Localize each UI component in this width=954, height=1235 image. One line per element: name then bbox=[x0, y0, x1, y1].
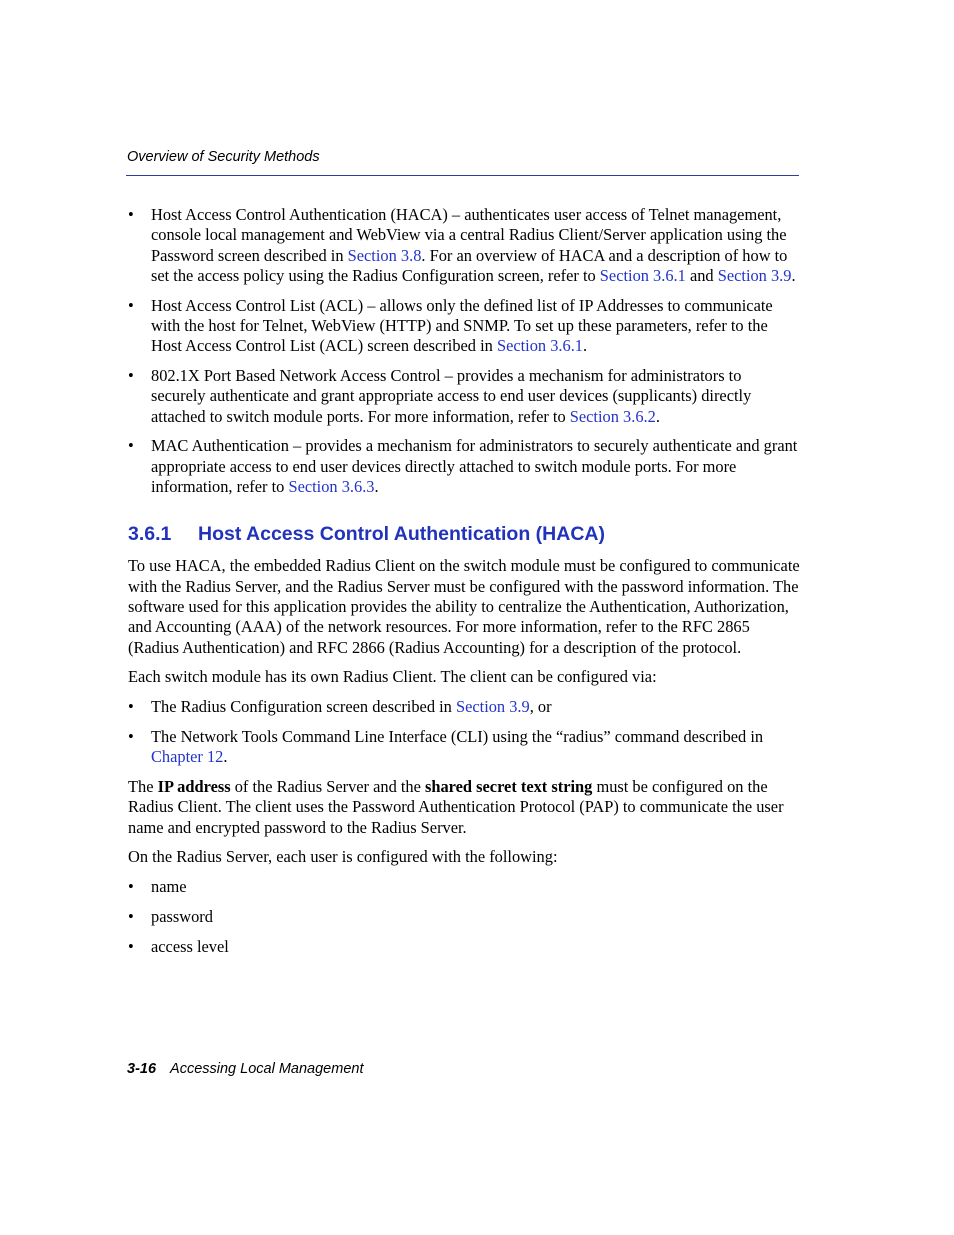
paragraph-user-config: On the Radius Server, each user is configured with the following: bbox=[128, 847, 558, 867]
link-chapter-12[interactable]: Chapter 12 bbox=[151, 747, 224, 767]
link-section-3-6-1[interactable]: Section 3.6.1 bbox=[599, 265, 686, 285]
paragraph-intro: To use HACA, the embedded Radius Client on the switch module must be configured to communicate with the Radius Server, and the Radius Server must be configured with the password information. The software used for this application provides the ability to centralize the Authentication, Authorization, and Accounting (AAA) of the network resources. For more information, refer to the RFC 2865 (Radius Authentication) and RFC 2866 (Radius Accounting) for a description of the protocol. bbox=[128, 556, 800, 657]
page-number: 3-16 bbox=[127, 1061, 157, 1077]
list-item: • 802.1X Port Based Network Access Control – provides a mechanism for administrators to securely authenticate and grant appropriate access to end user devices (supplicants) directly attached to switch module ports. For more information, refer to Section 3.6.2. bbox=[128, 366, 752, 426]
bullet-glyph: • bbox=[128, 877, 134, 897]
paragraph-ip-secret: The IP address of the Radius Server and the shared secret text string must be configured on the Radius Client. The client uses the Password Authentication Protocol (PAP) to communicate the user name and encrypted password to the Radius Server. bbox=[128, 777, 784, 837]
bullet-glyph: • bbox=[128, 697, 134, 717]
config-methods-list bbox=[128, 697, 800, 767]
bullet-glyph: • bbox=[128, 907, 134, 927]
list-item: • password bbox=[128, 907, 213, 927]
list-item: • Host Access Control Authentication (HACA) – authenticates user access of Telnet management, console local management and WebView via a central Radius Client/Server application using the Password screen described in Section 3.8. For an overview of HACA and a description of how to set the access policy using the Radius Configuration screen, refer to Section 3.6.1 and Section 3.9. bbox=[128, 205, 796, 285]
link-section-3-6-2[interactable]: Section 3.6.2 bbox=[569, 406, 656, 426]
link-section-3-6-3[interactable]: Section 3.6.3 bbox=[288, 477, 375, 497]
section-title: Host Access Control Authentication (HACA) bbox=[198, 523, 605, 546]
section-number: 3.6.1 bbox=[128, 523, 172, 546]
link-section-3-9[interactable]: Section 3.9 bbox=[455, 697, 530, 717]
chapter-title: Accessing Local Management bbox=[170, 1061, 364, 1077]
running-header: Overview of Security Methods bbox=[127, 149, 320, 165]
bullet-glyph: • bbox=[128, 366, 134, 386]
user-attributes-list bbox=[128, 877, 800, 957]
link-section-3-8[interactable]: Section 3.8 bbox=[347, 245, 422, 265]
list-item: • The Network Tools Command Line Interface (CLI) using the “radius” command described in Chapter 12. bbox=[128, 726, 764, 767]
page-body bbox=[128, 205, 800, 967]
section-heading bbox=[128, 522, 800, 546]
header-rule bbox=[126, 175, 799, 176]
bullet-glyph: • bbox=[128, 726, 134, 746]
bullet-glyph: • bbox=[128, 205, 134, 224]
link-section-3-9[interactable]: Section 3.9 bbox=[717, 265, 792, 285]
link-section-3-6-1[interactable]: Section 3.6.1 bbox=[496, 336, 583, 356]
bullet-glyph: • bbox=[128, 936, 134, 956]
paragraph-client: Each switch module has its own Radius Client. The client can be configured via: bbox=[128, 667, 657, 687]
list-item: • access level bbox=[128, 936, 229, 956]
security-methods-list bbox=[128, 205, 800, 497]
page-footer bbox=[127, 1061, 363, 1077]
list-item: • MAC Authentication – provides a mechanism for administrators to securely authenticate and grant appropriate access to end user devices directly attached to switch module ports. For more information, refer to Section 3.6.3. bbox=[128, 436, 798, 497]
bullet-glyph: • bbox=[128, 295, 134, 315]
bullet-glyph: • bbox=[128, 436, 134, 456]
list-item: • Host Access Control List (ACL) – allows only the defined list of IP Addresses to communicate with the host for Telnet, WebView (HTTP) and SNMP. To set up these parameters, refer to the Host Access Control List (ACL) screen described in Section 3.6.1. bbox=[128, 295, 773, 356]
list-item: • name bbox=[128, 877, 187, 897]
list-item: • The Radius Configuration screen described in Section 3.9, or bbox=[128, 697, 552, 717]
